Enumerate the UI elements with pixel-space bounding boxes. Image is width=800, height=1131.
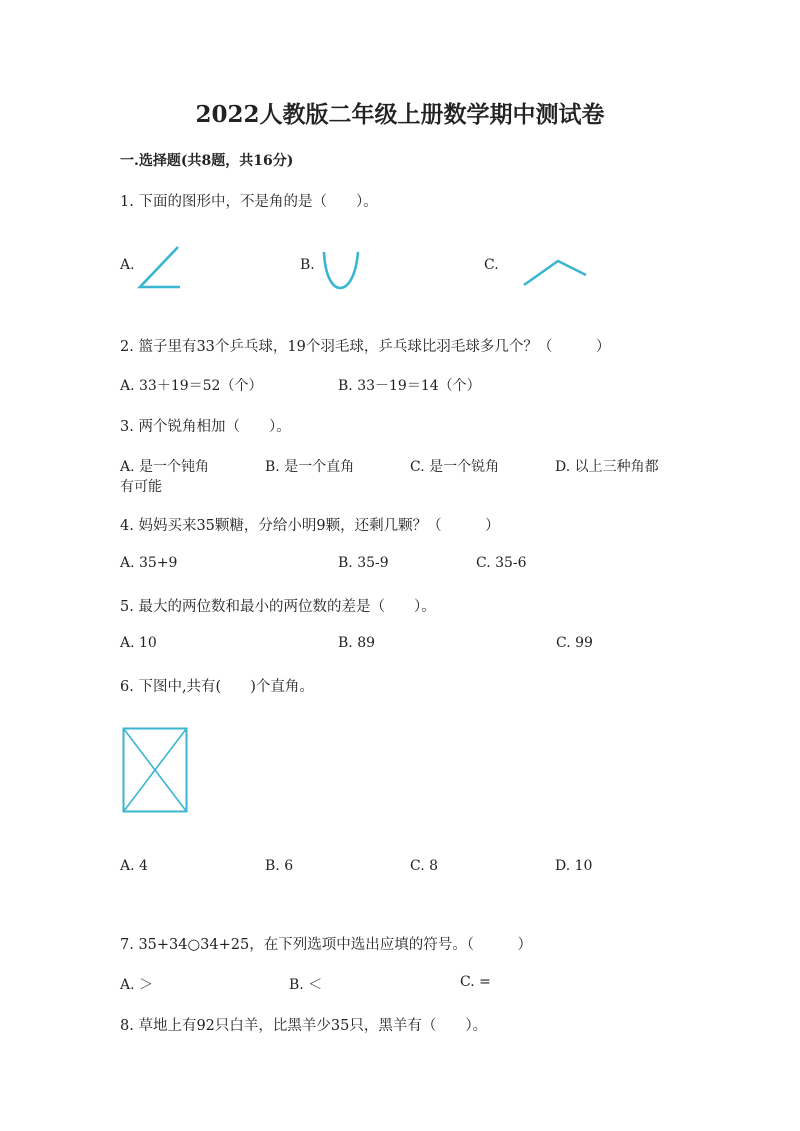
q6-option-d[interactable]: D. 10 xyxy=(555,858,593,874)
q1-option-c[interactable]: C. xyxy=(484,257,499,273)
question-4: 4. 妈妈买来35颗糖，分给小明9颗，还剩几颗？（ ） xyxy=(120,518,500,534)
q3-option-c[interactable]: C. 是一个锐角 xyxy=(410,459,500,475)
section-heading: 一.选择题(共8题，共16分) xyxy=(120,153,294,169)
q7-option-b[interactable]: B. ＜ xyxy=(289,977,323,993)
q6-option-a[interactable]: A. 4 xyxy=(120,858,148,874)
q5-option-c[interactable]: C. 99 xyxy=(556,635,593,651)
q4-option-c[interactable]: C. 35-6 xyxy=(476,555,527,571)
question-1: 1. 下面的图形中，不是角的是（ ）。 xyxy=(120,194,378,210)
question-3: 3. 两个锐角相加（ ）。 xyxy=(120,419,291,435)
q5-option-a[interactable]: A. 10 xyxy=(120,635,157,651)
question-7: 7. 35+34○34+25，在下列选项中选出应填的符号。（ ） xyxy=(120,937,532,953)
q1-option-b[interactable]: B. xyxy=(300,257,315,273)
page-title: 2022人教版二年级上册数学期中测试卷 xyxy=(195,101,605,128)
u-curve-figure xyxy=(320,248,364,296)
q7-option-c[interactable]: C. = xyxy=(460,974,491,990)
q1-option-a[interactable]: A. xyxy=(120,257,135,273)
q3-option-a[interactable]: A. 是一个钝角 xyxy=(120,459,210,475)
question-2: 2. 篮子里有33个乒乓球，19个羽毛球，乒乓球比羽毛球多几个？（ ） xyxy=(120,339,611,355)
question-6: 6. 下图中,共有( )个直角。 xyxy=(120,679,314,695)
q2-option-a[interactable]: A. 33＋19＝52（个） xyxy=(120,378,263,394)
q3-option-b[interactable]: B. 是一个直角 xyxy=(265,459,355,475)
q5-option-b[interactable]: B. 89 xyxy=(338,635,376,651)
rectangle-diagonals-figure xyxy=(122,727,190,815)
q7-option-a[interactable]: A. ＞ xyxy=(120,977,154,993)
q2-option-b[interactable]: B. 33－19＝14（个） xyxy=(338,378,481,394)
q6-option-c[interactable]: C. 8 xyxy=(410,858,439,874)
q4-option-b[interactable]: B. 35-9 xyxy=(338,555,389,571)
angle-figure xyxy=(136,243,184,291)
question-5: 5. 最大的两位数和最小的两位数的差是（ ）。 xyxy=(120,599,436,615)
open-angle-figure xyxy=(520,256,590,288)
q6-option-b[interactable]: B. 6 xyxy=(265,858,294,874)
q4-option-a[interactable]: A. 35+9 xyxy=(120,555,178,571)
question-8: 8. 草地上有92只白羊，比黑羊少35只，黑羊有（ ）。 xyxy=(120,1018,488,1034)
q3-option-d[interactable]: D. 以上三种角都 xyxy=(555,459,659,475)
q3-option-d-wrap: 有可能 xyxy=(120,479,162,495)
